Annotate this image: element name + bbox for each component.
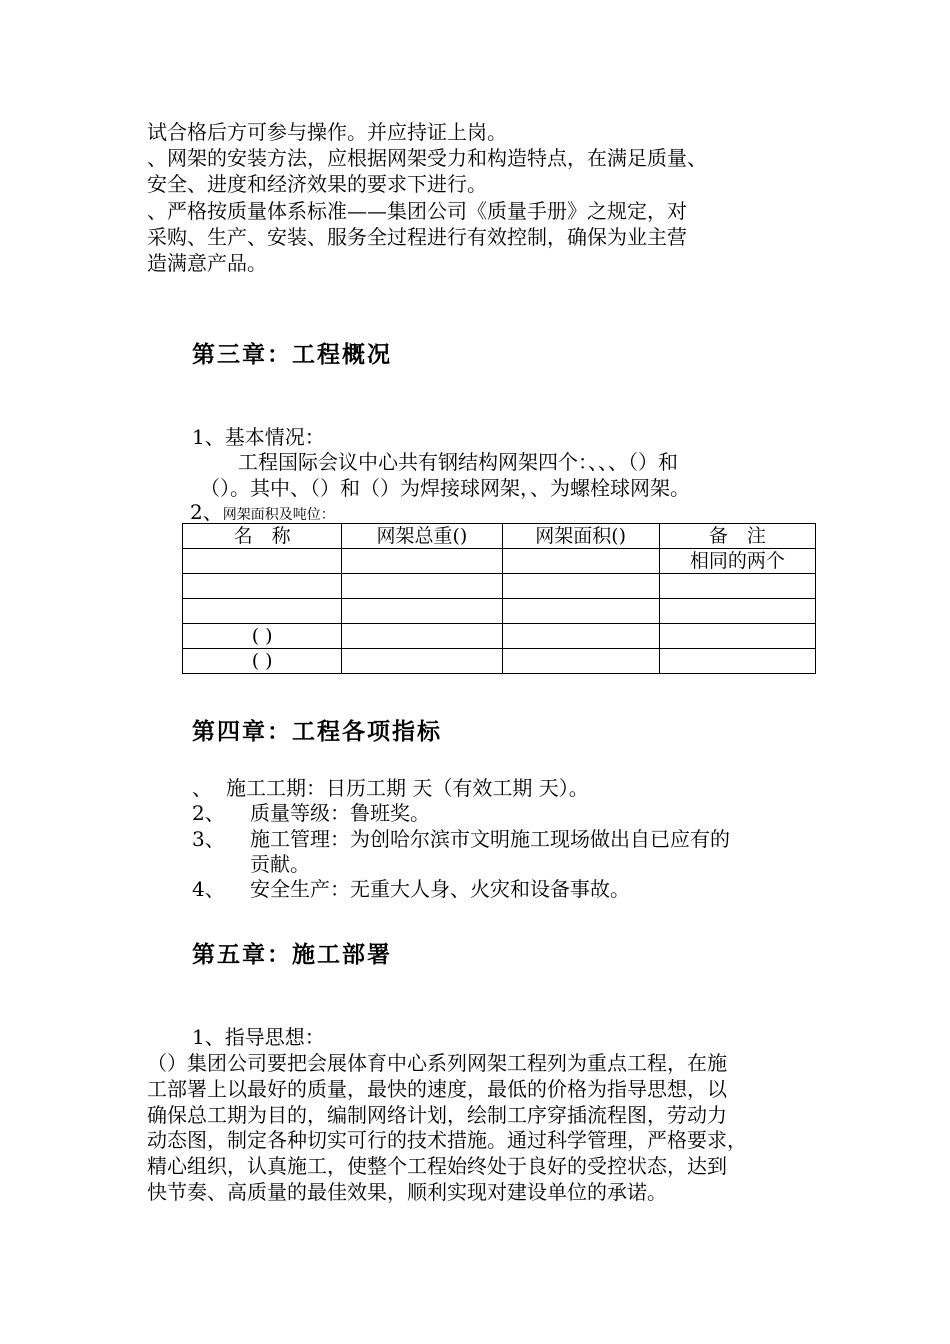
chapter4-title: 第四章：工程各项指标 [192, 719, 442, 745]
table-cell [342, 649, 502, 674]
paragraph-line: 、网架的安装方法，应根据网架受力和构造特点，在满足质量、 [147, 146, 707, 170]
indicator-num: 4、 [192, 877, 225, 901]
area-tonnage-table [182, 523, 816, 674]
table-cell: ( ) [183, 624, 342, 649]
paragraph-line: 快节奏、高质量的最佳效果，顺利实现对建设单位的承诺。 [147, 1180, 667, 1204]
paragraph-line: 、严格按质量体系标准——集团公司《质量手册》之规定，对 [147, 199, 687, 223]
indicator-text: 施工工期：日历工期 天（有效工期 天）。 [226, 776, 589, 800]
table-header-cell: 网架面积() [502, 524, 659, 549]
indicator-num: 3、 [192, 827, 225, 851]
basic-info-line: 工程国际会议中心共有钢结构网架四个：、、、（）和 [238, 450, 678, 474]
table-cell [659, 624, 815, 649]
table-header-cell: 网架总重() [342, 524, 502, 549]
indicator-num: 2、 [192, 801, 225, 825]
table-cell [659, 574, 815, 599]
paragraph-line: 采购、生产、安装、服务全过程进行有效控制，确保为业主营 [147, 225, 687, 249]
paragraph-line: （）集团公司要把会展体育中心系列网架工程列为重点工程，在施 [147, 1051, 727, 1075]
table-cell [342, 549, 502, 574]
chapter5-title: 第五章：施工部署 [192, 942, 392, 968]
indicator-num: 、 [192, 776, 212, 800]
area-tonnage-num: 2、 [190, 500, 223, 524]
guiding-idea-label: 1、指导思想： [192, 1025, 325, 1049]
paragraph-line: 造满意产品。 [147, 251, 267, 275]
table-cell [183, 599, 342, 624]
table-cell: ( ) [183, 649, 342, 674]
table-cell [342, 599, 502, 624]
table-cell [342, 624, 502, 649]
table-row [183, 599, 816, 624]
area-tonnage-text: 网架面积及吨位： [222, 507, 335, 523]
paragraph-line: 动态图，制定各种切实可行的技术措施。通过科学管理，严格要求， [147, 1128, 747, 1152]
table-cell [659, 649, 815, 674]
table-cell [502, 599, 659, 624]
table-cell: 相同的两个 [659, 549, 815, 574]
chapter3-title: 第三章：工程概况 [192, 342, 392, 368]
table-cell [502, 624, 659, 649]
table-row [183, 649, 816, 674]
table-cell [659, 599, 815, 624]
indicator-text: 质量等级：鲁班奖。 [250, 801, 430, 825]
basic-info-line: （）。其中、（）和（）为焊接球网架，、为螺栓球网架。 [200, 476, 690, 500]
indicator-text: 施工管理：为创哈尔滨市文明施工现场做出自已应有的 [250, 827, 730, 851]
paragraph-line: 安全、进度和经济效果的要求下进行。 [147, 172, 487, 196]
table-row [183, 574, 816, 599]
table-cell [502, 549, 659, 574]
paragraph-line: 试合格后方可参与操作。并应持证上岗。 [147, 120, 507, 144]
paragraph-line: 工部署上以最好的质量，最快的速度，最低的价格为指导思想，以 [147, 1077, 727, 1101]
table-header-row [183, 524, 816, 549]
table-cell [502, 649, 659, 674]
table-header-cell: 备 注 [659, 524, 815, 549]
table-cell [342, 574, 502, 599]
table-header-cell: 名 称 [183, 524, 342, 549]
indicator-text: 贡献。 [250, 852, 310, 876]
basic-info-label: 1、基本情况： [192, 425, 325, 449]
table-cell [502, 574, 659, 599]
table-row [183, 624, 816, 649]
table-row [183, 549, 816, 574]
indicator-text: 安全生产：无重大人身、火灾和设备事故。 [250, 877, 630, 901]
paragraph-line: 确保总工期为目的，编制网络计划，绘制工序穿插流程图，劳动力 [147, 1103, 727, 1127]
table-cell [183, 574, 342, 599]
table-cell [183, 549, 342, 574]
paragraph-line: 精心组织，认真施工，使整个工程始终处于良好的受控状态，达到 [147, 1154, 727, 1178]
